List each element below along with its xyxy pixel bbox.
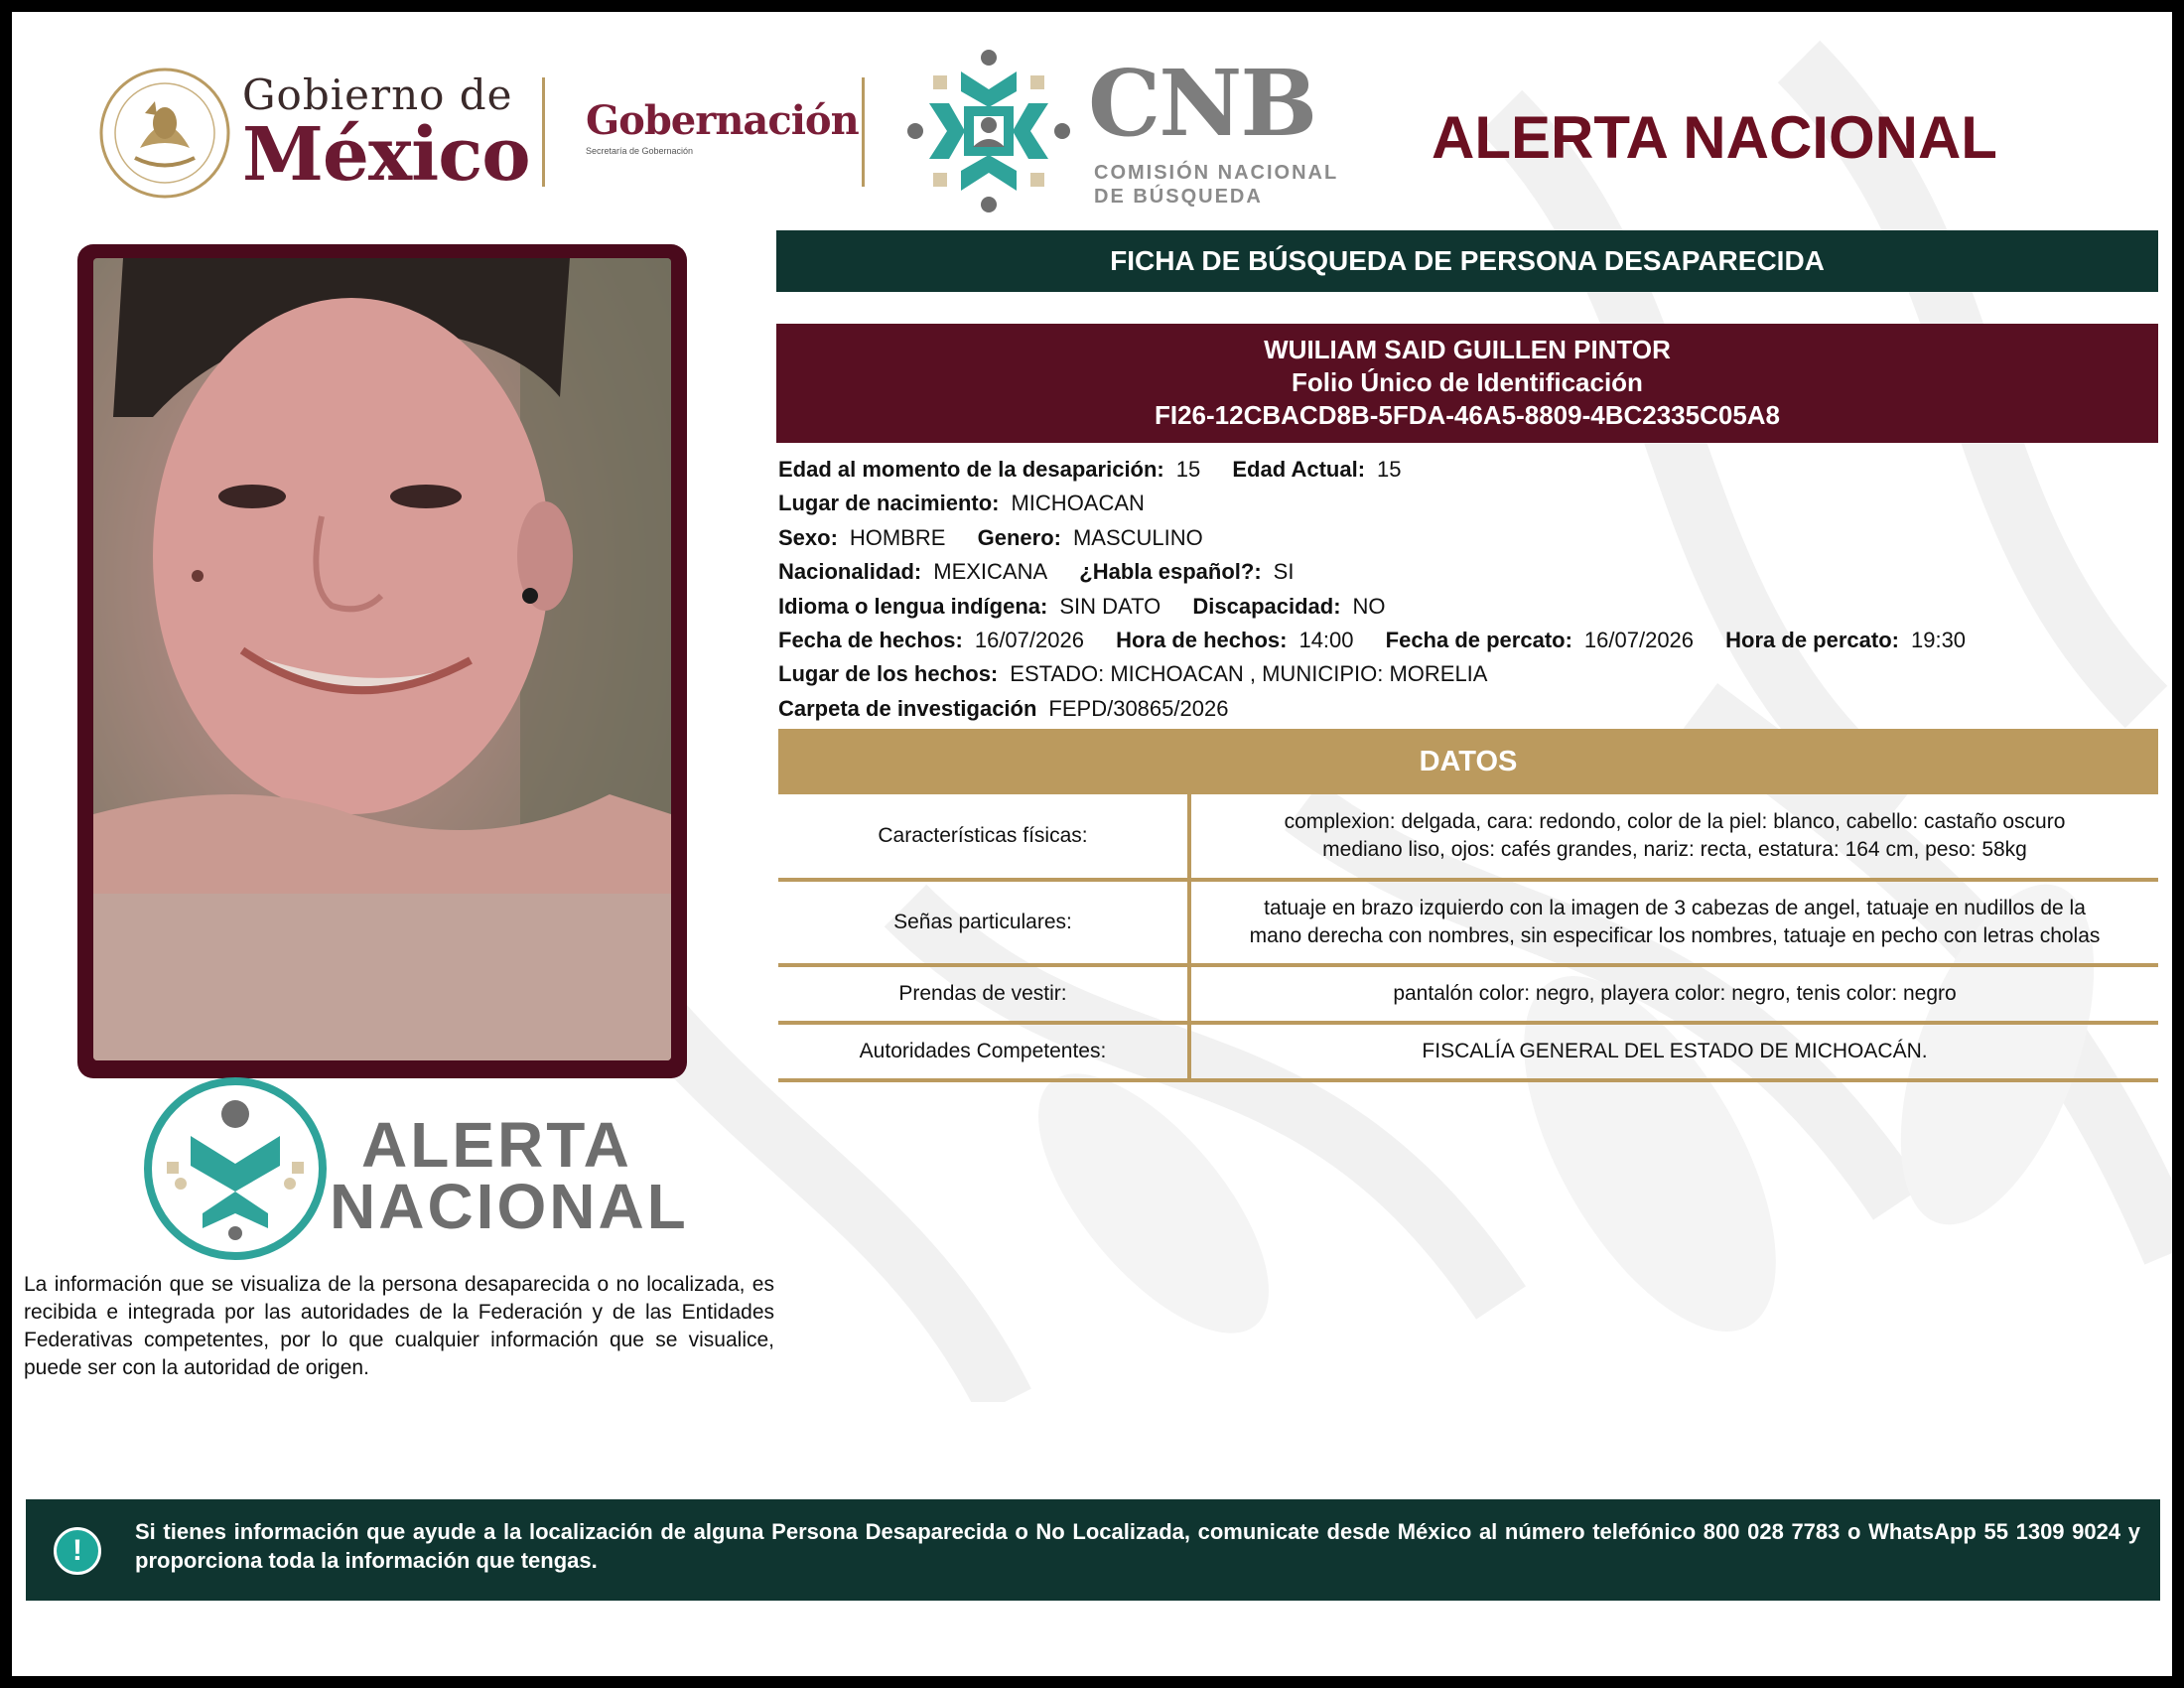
detail-row (778, 521, 2158, 555)
lugar-hechos-value: ESTADO: MICHOACAN , MUNICIPIO: MORELIA (1010, 661, 1488, 687)
hora-hechos-value: 14:00 (1298, 627, 1354, 652)
datos-value-line: mediano liso, ojos: cafés grandes, nariz: recta, estatura: 164 cm, peso: 58kg (1322, 838, 2027, 861)
fecha-percato-label: Fecha de percato: (1385, 627, 1572, 652)
gobierno-line2: México (242, 112, 530, 198)
cnb-name-line1: COMISIÓN NACIONAL (1094, 162, 1339, 184)
edad-actual-value: 15 (1377, 457, 1402, 482)
fecha-percato-value: 16/07/2026 (1583, 627, 1695, 652)
table-row (778, 1023, 2158, 1080)
datos-label: Prendas de vestir: (778, 965, 1189, 1023)
fecha-hechos-value: 16/07/2026 (974, 627, 1084, 652)
datos-value (1189, 1023, 2158, 1080)
hora-percato-value: 19:30 (1910, 627, 1967, 652)
disclaimer-text: La información que se visualiza de la persona desaparecida o no localizada, es recibida e integrada por las autoridades de la Federación y de las Entidades Federativas competentes, por lo que cualquier información que se visualice, puede ser con la autoridad de origen. (24, 1273, 774, 1379)
gobernacion-title: Gobernación (586, 97, 859, 144)
photo-frame (77, 244, 687, 1078)
person-details (778, 453, 2158, 726)
mexico-seal-icon (95, 64, 234, 203)
alerta-logo-line1: ALERTA (361, 1109, 632, 1181)
lugar-hechos-label: Lugar de los hechos: (778, 661, 999, 687)
cnb-name-line2: DE BÚSQUEDA (1094, 186, 1263, 208)
genero-label: Genero: (977, 524, 1061, 550)
sexo-value: HOMBRE (849, 524, 946, 550)
datos-title-bar: DATOS (778, 729, 2158, 794)
contact-info-text: Si tienes información que ayude a la localización de alguna Persona Desaparecida o No Localizada, comunicate desde México al número telefónico 800 028 7783 o WhatsApp 55 1309 9024 y proporciona toda la información que tengas. (135, 1519, 2140, 1573)
detail-row (778, 453, 2158, 487)
folio-label: Folio Único de Identificación (1292, 367, 1643, 397)
datos-value (1189, 965, 2158, 1023)
edad-desaparicion-label: Edad al momento de la desaparición: (778, 457, 1164, 482)
datos-value-line: pantalón color: negro, playera color: negro, tenis color: negro (1393, 982, 1957, 1005)
cnb-full-name (1094, 161, 1338, 209)
gobierno-line1: Gobierno de (242, 70, 513, 119)
table-row (778, 794, 2158, 880)
detail-row (778, 487, 2158, 520)
photo-illustration (93, 258, 671, 1060)
datos-value (1189, 880, 2158, 965)
datos-value-line: mano derecha con nombres, sin especificar los nombres, tatuaje en pecho con letras cholas (1249, 924, 2101, 947)
habla-espanol-label: ¿Habla español?: (1079, 559, 1262, 585)
detail-row (778, 657, 2158, 691)
habla-espanol-value: SI (1273, 559, 1295, 585)
carpeta-value: FEPD/30865/2026 (1048, 695, 1229, 721)
gobierno-de-mexico-logo (242, 70, 530, 198)
missing-person-photo (93, 258, 671, 1060)
alerta-logo-line2: NACIONAL (330, 1171, 689, 1242)
detail-row (778, 624, 2158, 657)
discapacidad-value: NO (1352, 593, 1386, 619)
hora-percato-label: Hora de percato: (1725, 627, 1899, 652)
exclamation-icon: ! (54, 1527, 101, 1575)
gobernacion-subtitle: Secretaría de Gobernación (586, 146, 694, 156)
datos-label: Autoridades Competentes: (778, 1023, 1189, 1080)
hora-hechos-label: Hora de hechos: (1116, 627, 1288, 652)
edad-actual-label: Edad Actual: (1232, 457, 1366, 482)
lugar-nacimiento-value: MICHOACAN (1011, 491, 1145, 516)
gobernacion-logo (586, 97, 859, 156)
detail-row (778, 590, 2158, 624)
datos-table (778, 794, 2158, 1082)
detail-row (778, 555, 2158, 589)
datos-label: Señas particulares: (778, 880, 1189, 965)
contact-footer (26, 1499, 2160, 1601)
person-name-block (776, 324, 2158, 443)
datos-value (1189, 794, 2158, 880)
alerta-nacional-title: ALERTA NACIONAL (1432, 104, 1997, 171)
datos-value-line: tatuaje en brazo izquierdo con la imagen de 3 cabezas de angel, tatuaje en nudillos de la (1264, 897, 2086, 919)
alerta-nacional-logo-text (330, 1109, 689, 1242)
idioma-value: SIN DATO (1059, 593, 1161, 619)
header-divider (862, 77, 865, 187)
folio-number: FI26-12CBACD8B-5FDA-46A5-8809-4BC2335C05A8 (1154, 400, 1781, 430)
edad-desaparicion-value: 15 (1175, 457, 1201, 482)
discapacidad-label: Discapacidad: (1192, 593, 1341, 619)
alerta-nacional-logo-icon (141, 1074, 330, 1263)
person-name: WUILIAM SAID GUILLEN PINTOR (1264, 335, 1671, 364)
datos-value-line: complexion: delgada, cara: redondo, color de la piel: blanco, cabello: castaño oscuro (1284, 810, 2066, 833)
sexo-label: Sexo: (778, 524, 838, 550)
cnb-acronym: CNB (1088, 50, 1316, 157)
genero-value: MASCULINO (1072, 524, 1203, 550)
nacionalidad-value: MEXICANA (933, 559, 1048, 585)
fecha-hechos-label: Fecha de hechos: (778, 627, 963, 652)
header-divider (542, 77, 545, 187)
cnb-emblem-icon (899, 42, 1078, 220)
detail-row (778, 692, 2158, 726)
datos-label: Características físicas: (778, 794, 1189, 880)
header (12, 12, 2172, 230)
ficha-title-bar: FICHA DE BÚSQUEDA DE PERSONA DESAPARECIDA (776, 230, 2158, 292)
datos-value-line: FISCALÍA GENERAL DEL ESTADO DE MICHOACÁN. (1422, 1040, 1928, 1062)
nacionalidad-label: Nacionalidad: (778, 559, 922, 585)
table-row (778, 965, 2158, 1023)
lugar-nacimiento-label: Lugar de nacimiento: (778, 491, 1000, 516)
carpeta-label: Carpeta de investigación (778, 695, 1037, 721)
table-row (778, 880, 2158, 965)
alert-sheet (12, 12, 2172, 1676)
idioma-label: Idioma o lengua indígena: (778, 593, 1048, 619)
